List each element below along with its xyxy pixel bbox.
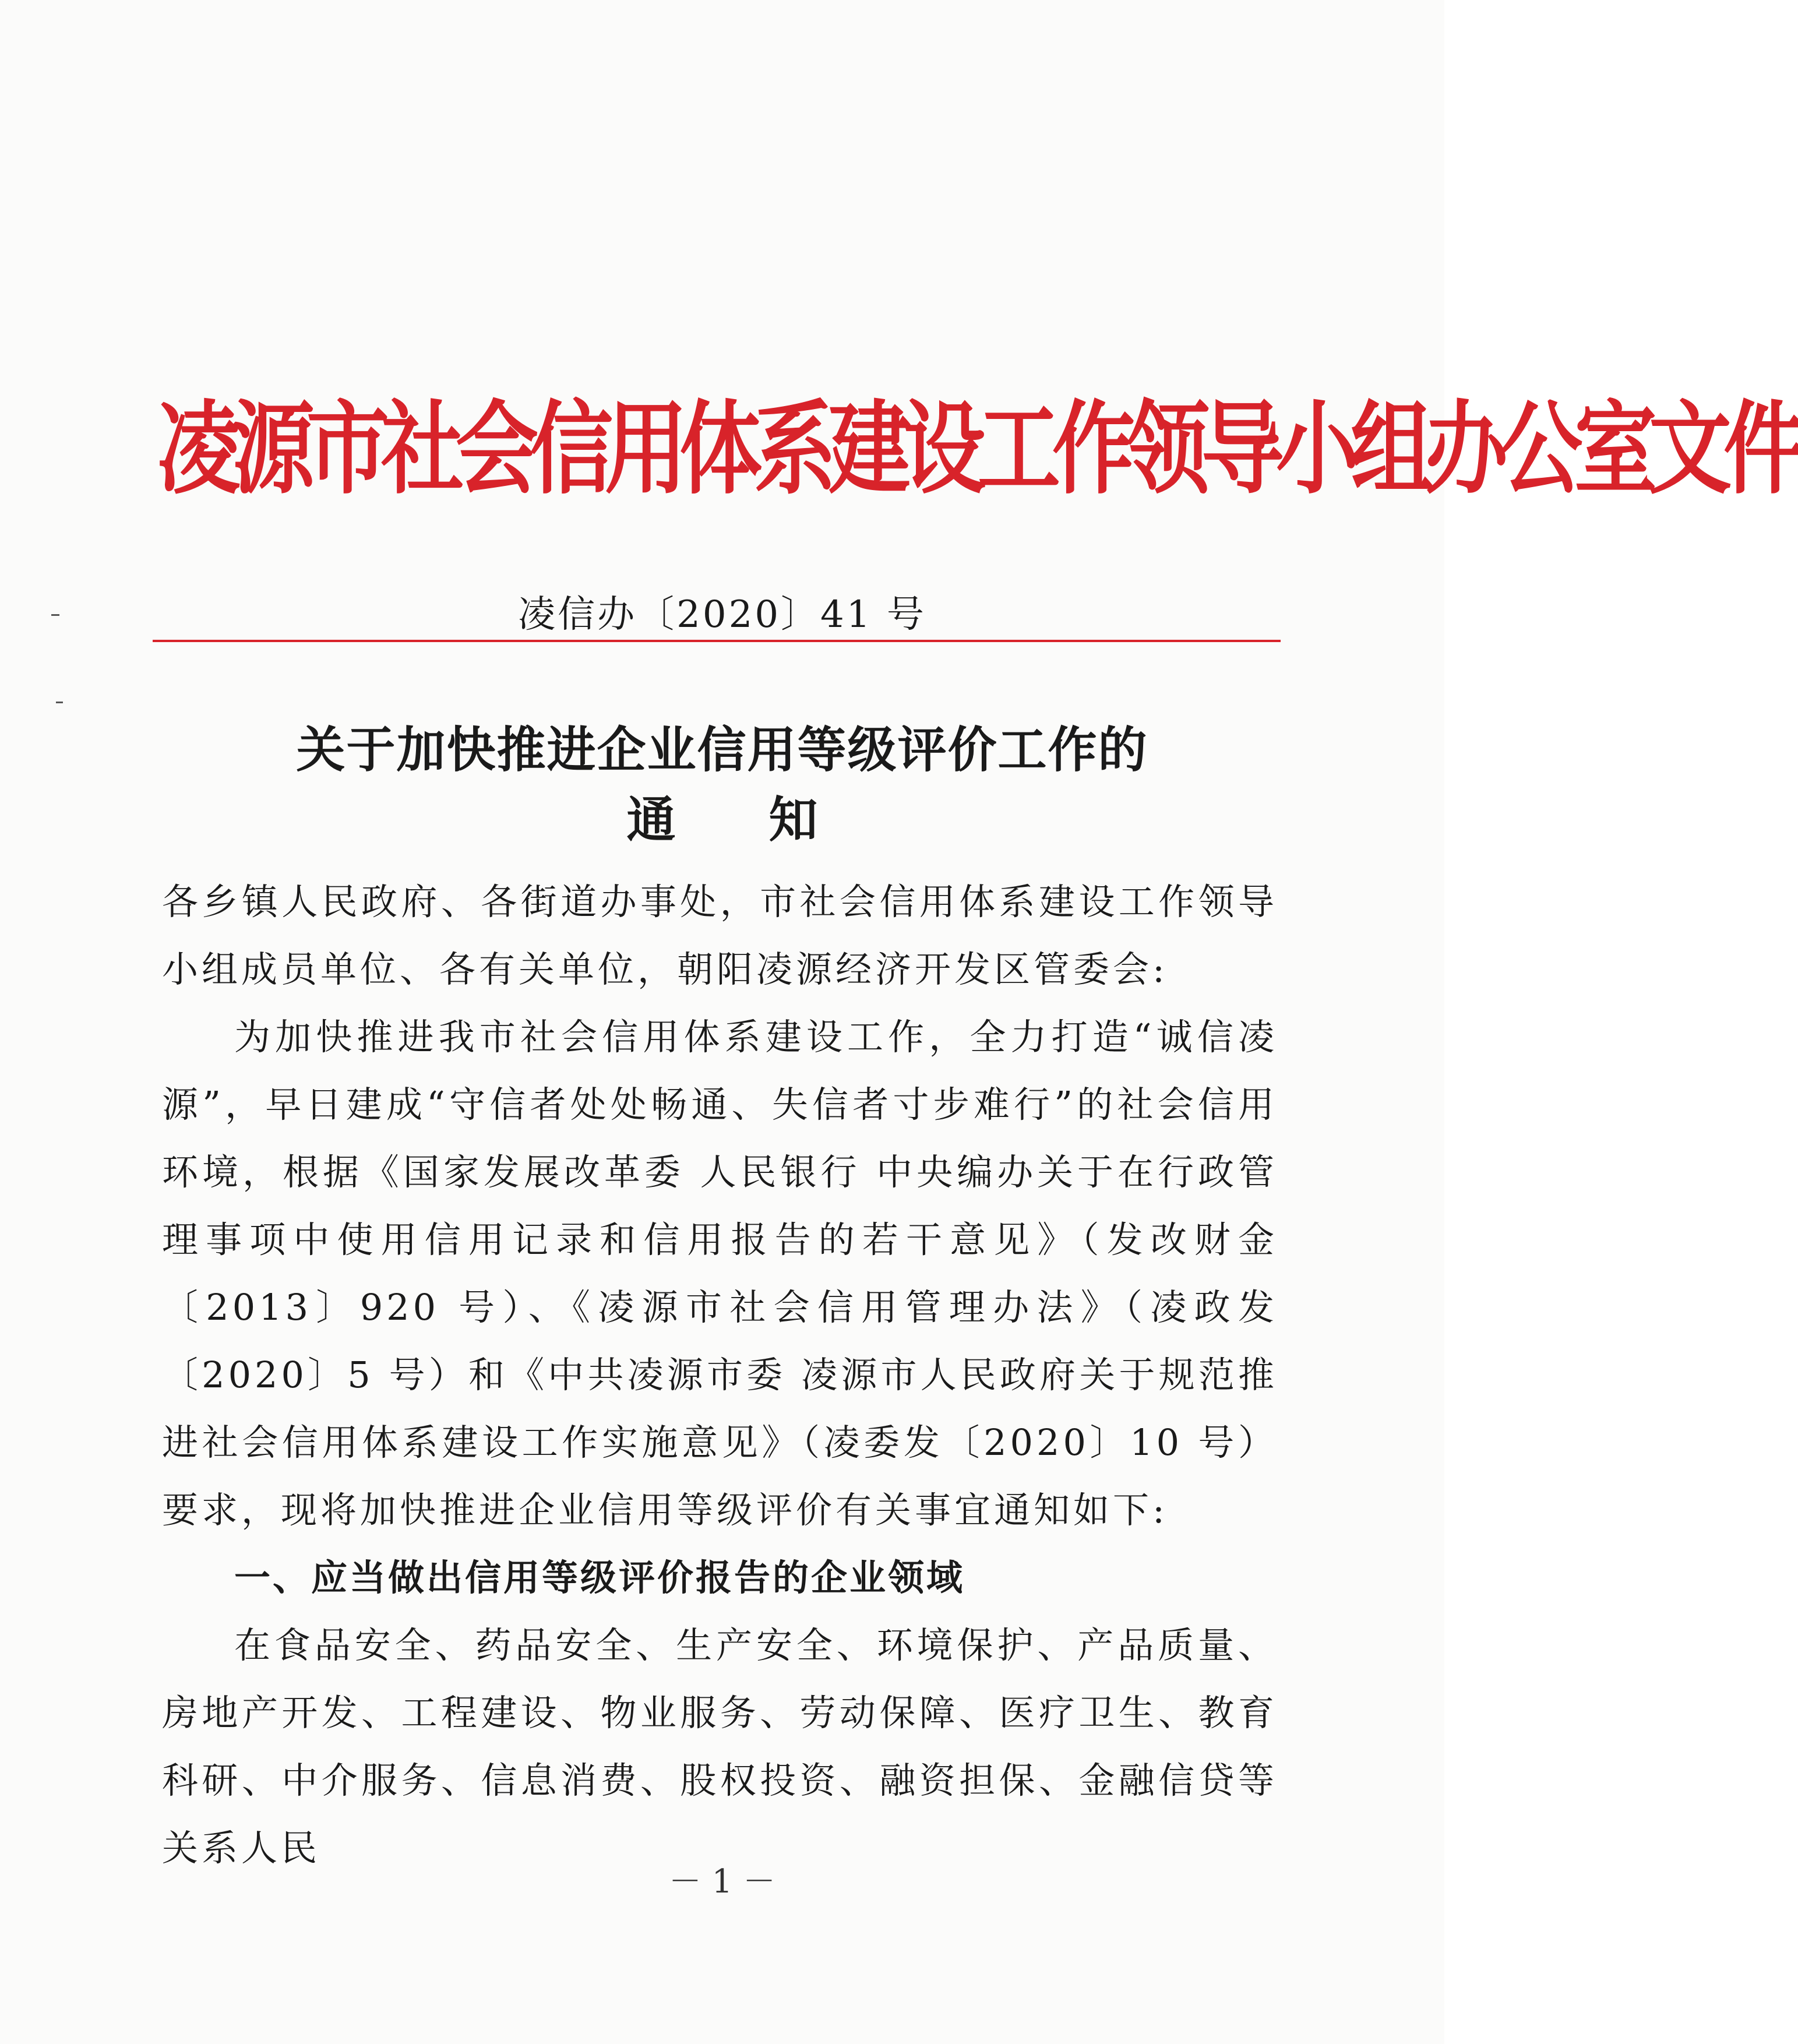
salutation-paragraph: 各乡镇人民政府、各街道办事处，市社会信用体系建设工作领导小组成员单位、各有关单位，朝阳凌源经济开发区管委会: (162, 880, 1278, 991)
section-1-heading: 一、应当做出信用等级评价报告的企业领域 (234, 1556, 965, 1599)
section-1-paragraph: 在食品安全、药品安全、生产安全、环境保护、产品质量、房地产开发、工程建设、物业服务、劳动保障、医疗卫生、教育科研、中介服务、信息消费、股权投资、融资担保、金融信贷等关系人民 (162, 1624, 1278, 1869)
intro-paragraph: 为加快推进我市社会信用体系建设工作，全力打造“诚信凌源”，早日建成“守信者处处畅通、失信者寸步难行”的社会信用环境，根据《国家发展改革委 人民银行 中央编办关于在行政管理事项中使用信用记录和信用报告的若干意见》（发改财金〔2013〕920 号）、《凌源市社会信用管理办法》（凌政发〔2020〕5 号）和《中共凌源市委 凌源市人民政府关于规范推进社会信用体系建设工作实施意见》（凌委发〔2020〕10 号）要求，现将加快推进企业信用等级评价有关事宜通知如下: (162, 1016, 1278, 1531)
document-number: 凌信办〔2020〕41 号 (518, 593, 926, 636)
page-number: － 1 － (668, 1863, 776, 1901)
red-divider-line (153, 640, 1281, 642)
notice-title-line-1: 关于加快推进企业信用等级评价工作的 (296, 721, 1148, 778)
masthead-title: 凌源市社会信用体系建设工作领导小组办公室文件 (157, 390, 1798, 509)
notice-body (162, 868, 1278, 1882)
scan-mark-bottom (56, 702, 63, 703)
notice-title-line-2: 通知 (626, 791, 911, 848)
